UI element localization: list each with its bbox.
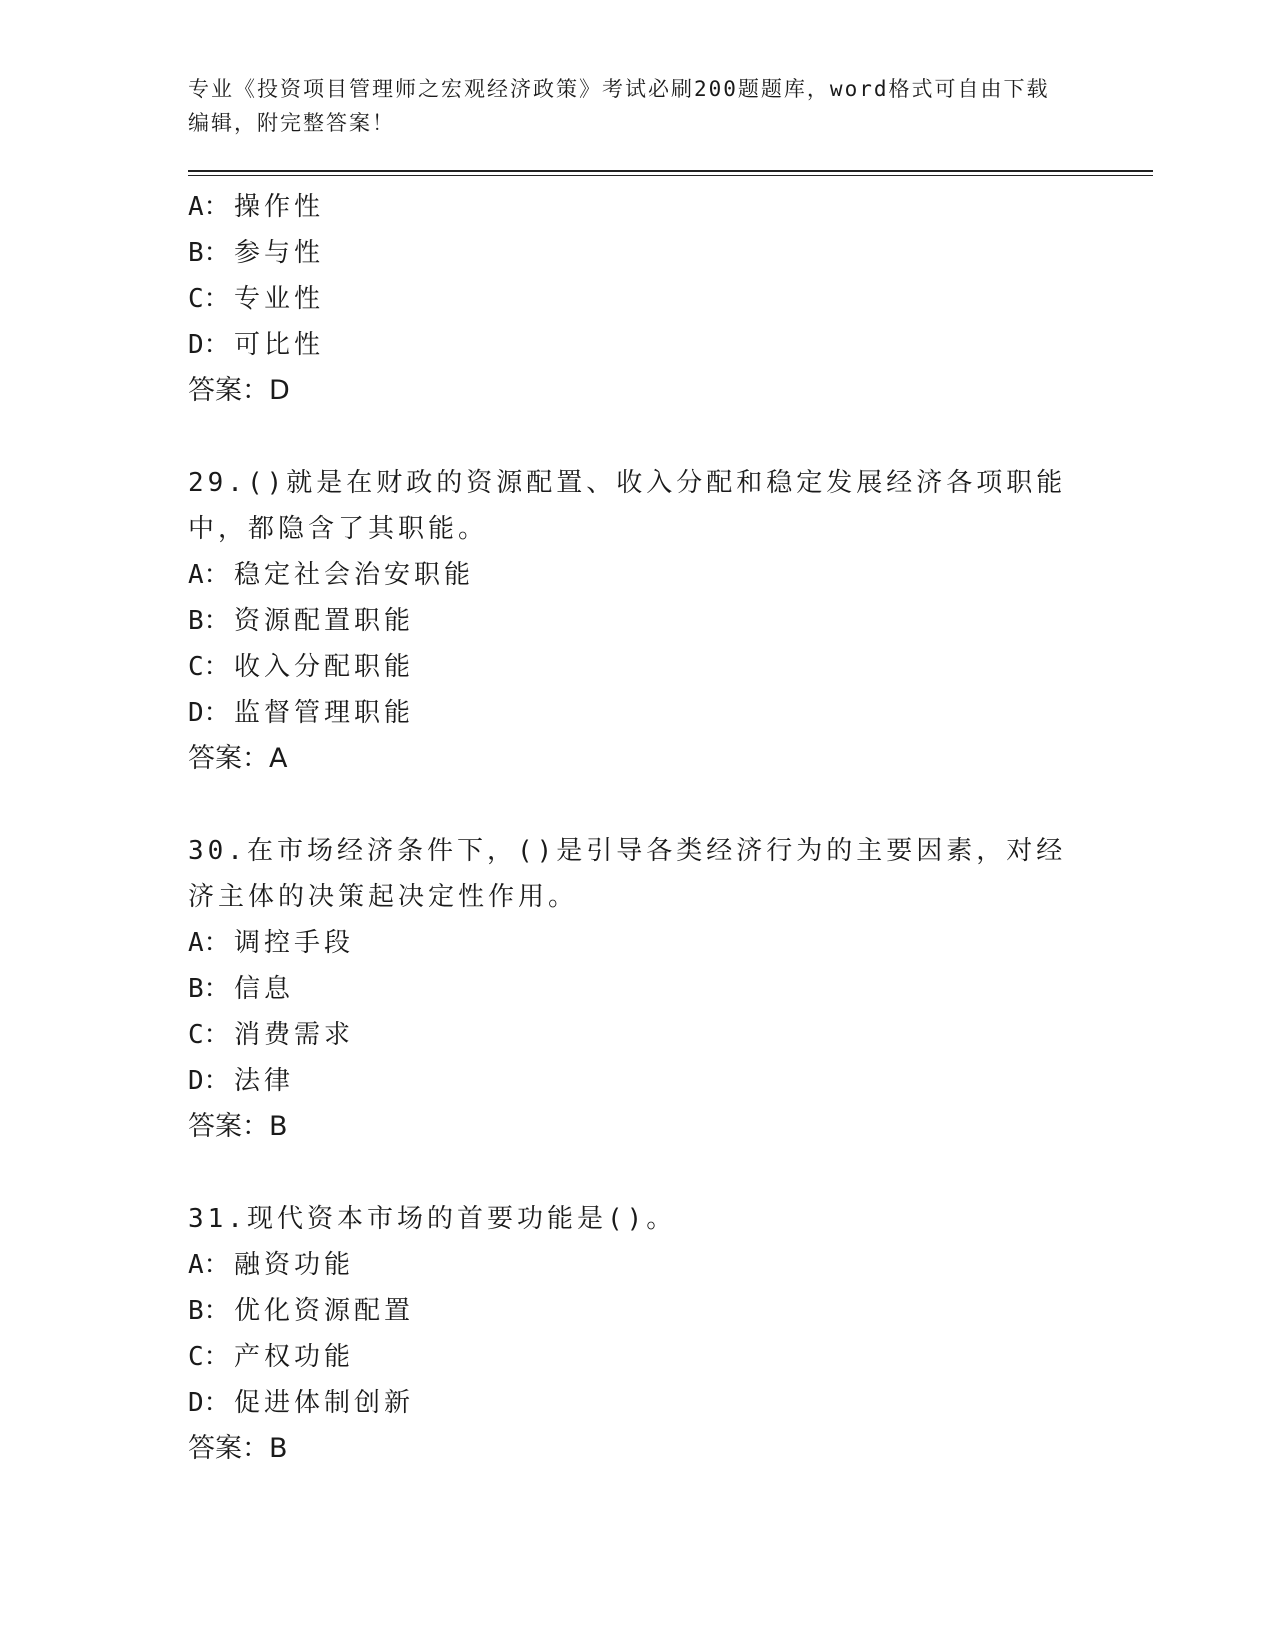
option-text: 操作性 (234, 192, 325, 222)
option-letter: D： (188, 698, 230, 728)
question-list (188, 184, 1153, 1472)
option-d (188, 1380, 1153, 1426)
option-a (188, 184, 1153, 230)
option-text: 法律 (234, 1066, 295, 1096)
option-text: 产权功能 (234, 1342, 355, 1372)
option-letter: A： (188, 928, 230, 958)
document-header: 专业《投资项目管理师之宏观经济政策》考试必刷200题题库，word格式可自由下载编辑，附完整答案！ (188, 77, 1050, 135)
option-text: 专业性 (234, 284, 325, 314)
option-letter: C： (188, 652, 230, 682)
option-d (188, 322, 1153, 368)
option-text: 消费需求 (234, 1020, 355, 1050)
option-a (188, 1242, 1153, 1288)
option-letter: B： (188, 1296, 230, 1326)
option-text: 参与性 (234, 238, 325, 268)
answer-line: 答案：B (188, 1111, 288, 1142)
option-b (188, 598, 1153, 644)
document-page (188, 72, 1153, 1472)
divider-line-thick (188, 170, 1153, 172)
question-29 (188, 460, 1153, 782)
option-text: 监督管理职能 (234, 698, 415, 728)
header-divider (188, 170, 1153, 176)
option-d (188, 1058, 1153, 1104)
option-letter: B： (188, 974, 230, 1004)
option-b (188, 966, 1153, 1012)
option-letter: D： (188, 1388, 230, 1418)
option-letter: C： (188, 1342, 230, 1372)
option-a (188, 920, 1153, 966)
option-text: 信息 (234, 974, 295, 1004)
question-28-partial (188, 184, 1153, 414)
option-text: 促进体制创新 (234, 1388, 415, 1418)
question-30 (188, 828, 1153, 1150)
option-text: 稳定社会治安职能 (234, 560, 475, 590)
option-letter: B： (188, 238, 230, 268)
question-31 (188, 1196, 1153, 1472)
option-text: 资源配置职能 (234, 606, 415, 636)
question-stem: 29.()就是在财政的资源配置、收入分配和稳定发展经济各项职能中，都隐含了其职能。 (188, 468, 1067, 544)
option-text: 优化资源配置 (234, 1296, 415, 1326)
option-c (188, 1012, 1153, 1058)
option-letter: C： (188, 1020, 230, 1050)
option-c (188, 644, 1153, 690)
option-letter: A： (188, 1250, 230, 1280)
option-letter: B： (188, 606, 230, 636)
question-stem: 30.在市场经济条件下，()是引导各类经济行为的主要因素，对经济主体的决策起决定性作用。 (188, 836, 1067, 912)
option-letter: D： (188, 1066, 230, 1096)
option-text: 收入分配职能 (234, 652, 415, 682)
divider-line-thin (188, 175, 1153, 176)
answer-line: 答案：A (188, 743, 288, 774)
option-text: 融资功能 (234, 1250, 355, 1280)
option-b (188, 230, 1153, 276)
option-letter: A： (188, 560, 230, 590)
option-b (188, 1288, 1153, 1334)
option-c (188, 1334, 1153, 1380)
option-letter: D： (188, 330, 230, 360)
option-c (188, 276, 1153, 322)
option-letter: C： (188, 284, 230, 314)
option-text: 可比性 (234, 330, 325, 360)
option-a (188, 552, 1153, 598)
option-text: 调控手段 (234, 928, 355, 958)
question-stem: 31.现代资本市场的首要功能是()。 (188, 1204, 677, 1234)
option-d (188, 690, 1153, 736)
option-letter: A： (188, 192, 230, 222)
answer-line: 答案：D (188, 375, 290, 406)
answer-line: 答案：B (188, 1433, 288, 1464)
